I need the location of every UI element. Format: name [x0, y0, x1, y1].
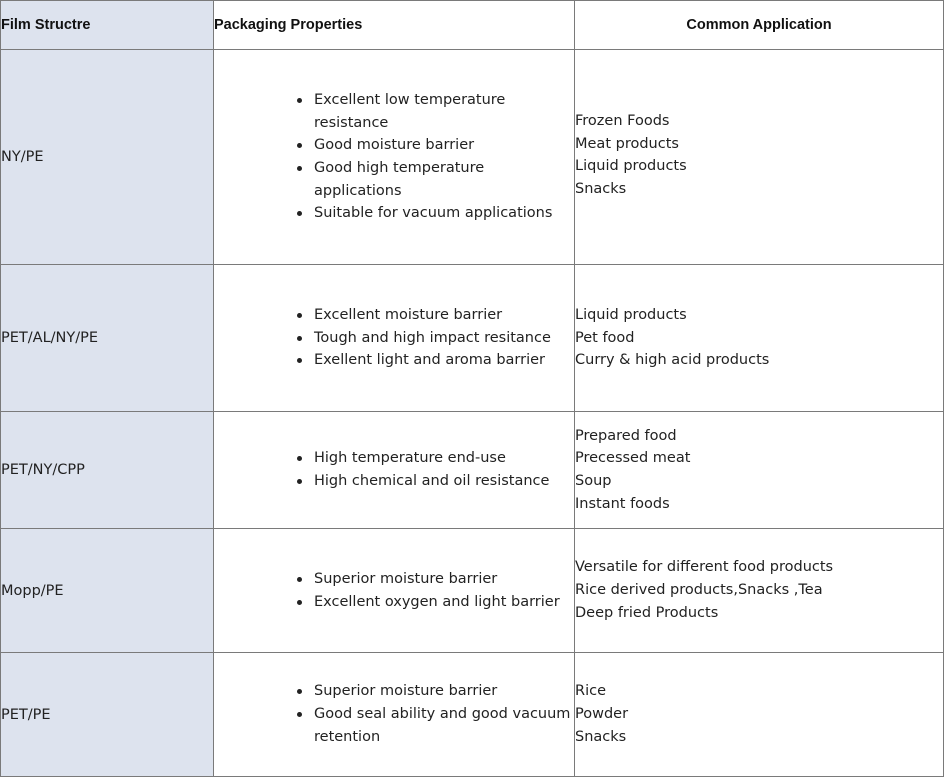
- application-item: Meat products: [575, 135, 679, 152]
- application-item: Liquid products: [575, 158, 687, 175]
- application-item: Rice derived products,Snacks ,Tea: [575, 582, 823, 599]
- application-item: Snacks: [575, 181, 627, 198]
- application-item: Versatile for different food products: [575, 559, 834, 576]
- property-item: Good high temperature applications: [314, 157, 574, 202]
- film-structure-cell: NY/PE: [1, 50, 214, 265]
- properties-cell: [214, 265, 575, 412]
- applications-cell: [575, 265, 944, 412]
- property-item: Tough and high impact resitance: [314, 327, 574, 350]
- properties-cell: [214, 529, 575, 653]
- application-item: Curry & high acid products: [575, 352, 770, 369]
- applications-cell: [575, 653, 944, 777]
- film-structure-cell: PET/NY/CPP: [1, 412, 214, 529]
- property-item: Superior moisture barrier: [314, 568, 574, 591]
- applications-cell: [575, 50, 944, 265]
- application-item: Precessed meat: [575, 450, 691, 467]
- property-item: Good seal ability and good vacuum retention: [314, 703, 574, 748]
- film-structure-cell: PET/AL/NY/PE: [1, 265, 214, 412]
- property-item: Excellent low temperature resistance: [314, 89, 574, 134]
- table-row: [1, 50, 944, 265]
- applications-cell: [575, 412, 944, 529]
- table-row: [1, 653, 944, 777]
- property-item: Good moisture barrier: [314, 134, 574, 157]
- application-item: Prepared food: [575, 427, 677, 444]
- application-item: Rice: [575, 683, 606, 700]
- application-item: Snacks: [575, 728, 627, 745]
- properties-cell: [214, 412, 575, 529]
- properties-cell: [214, 653, 575, 777]
- application-item: Soup: [575, 473, 612, 489]
- property-item: High chemical and oil resistance: [314, 470, 574, 493]
- application-item: Deep fried Products: [575, 604, 719, 621]
- property-item: Superior moisture barrier: [314, 680, 574, 703]
- application-item: Pet food: [575, 329, 635, 346]
- header-film-structure: Film Structre: [1, 1, 214, 50]
- applications-cell: [575, 529, 944, 653]
- table-row: [1, 529, 944, 653]
- header-packaging-properties: Packaging Properties: [214, 1, 575, 50]
- properties-list: [214, 304, 574, 372]
- application-item: Instant foods: [575, 495, 670, 512]
- property-item: Excellent moisture barrier: [314, 304, 574, 327]
- header-common-application: Common Application: [575, 1, 944, 50]
- properties-list: [214, 568, 574, 613]
- application-item: Powder: [575, 706, 629, 723]
- application-item: Liquid products: [575, 306, 687, 323]
- application-item: Frozen Foods: [575, 113, 670, 129]
- property-item: Suitable for vacuum applications: [314, 202, 574, 225]
- film-structure-cell: PET/PE: [1, 653, 214, 777]
- property-item: Exellent light and aroma barrier: [314, 349, 574, 372]
- film-structure-cell: Mopp/PE: [1, 529, 214, 653]
- table-row: [1, 265, 944, 412]
- property-item: Excellent oxygen and light barrier: [314, 591, 574, 614]
- properties-list: [214, 89, 574, 225]
- table-row: [1, 412, 944, 529]
- properties-list: [214, 447, 574, 492]
- properties-cell: [214, 50, 575, 265]
- property-item: High temperature end-use: [314, 447, 574, 470]
- properties-list: [214, 680, 574, 748]
- header-row: [1, 1, 944, 50]
